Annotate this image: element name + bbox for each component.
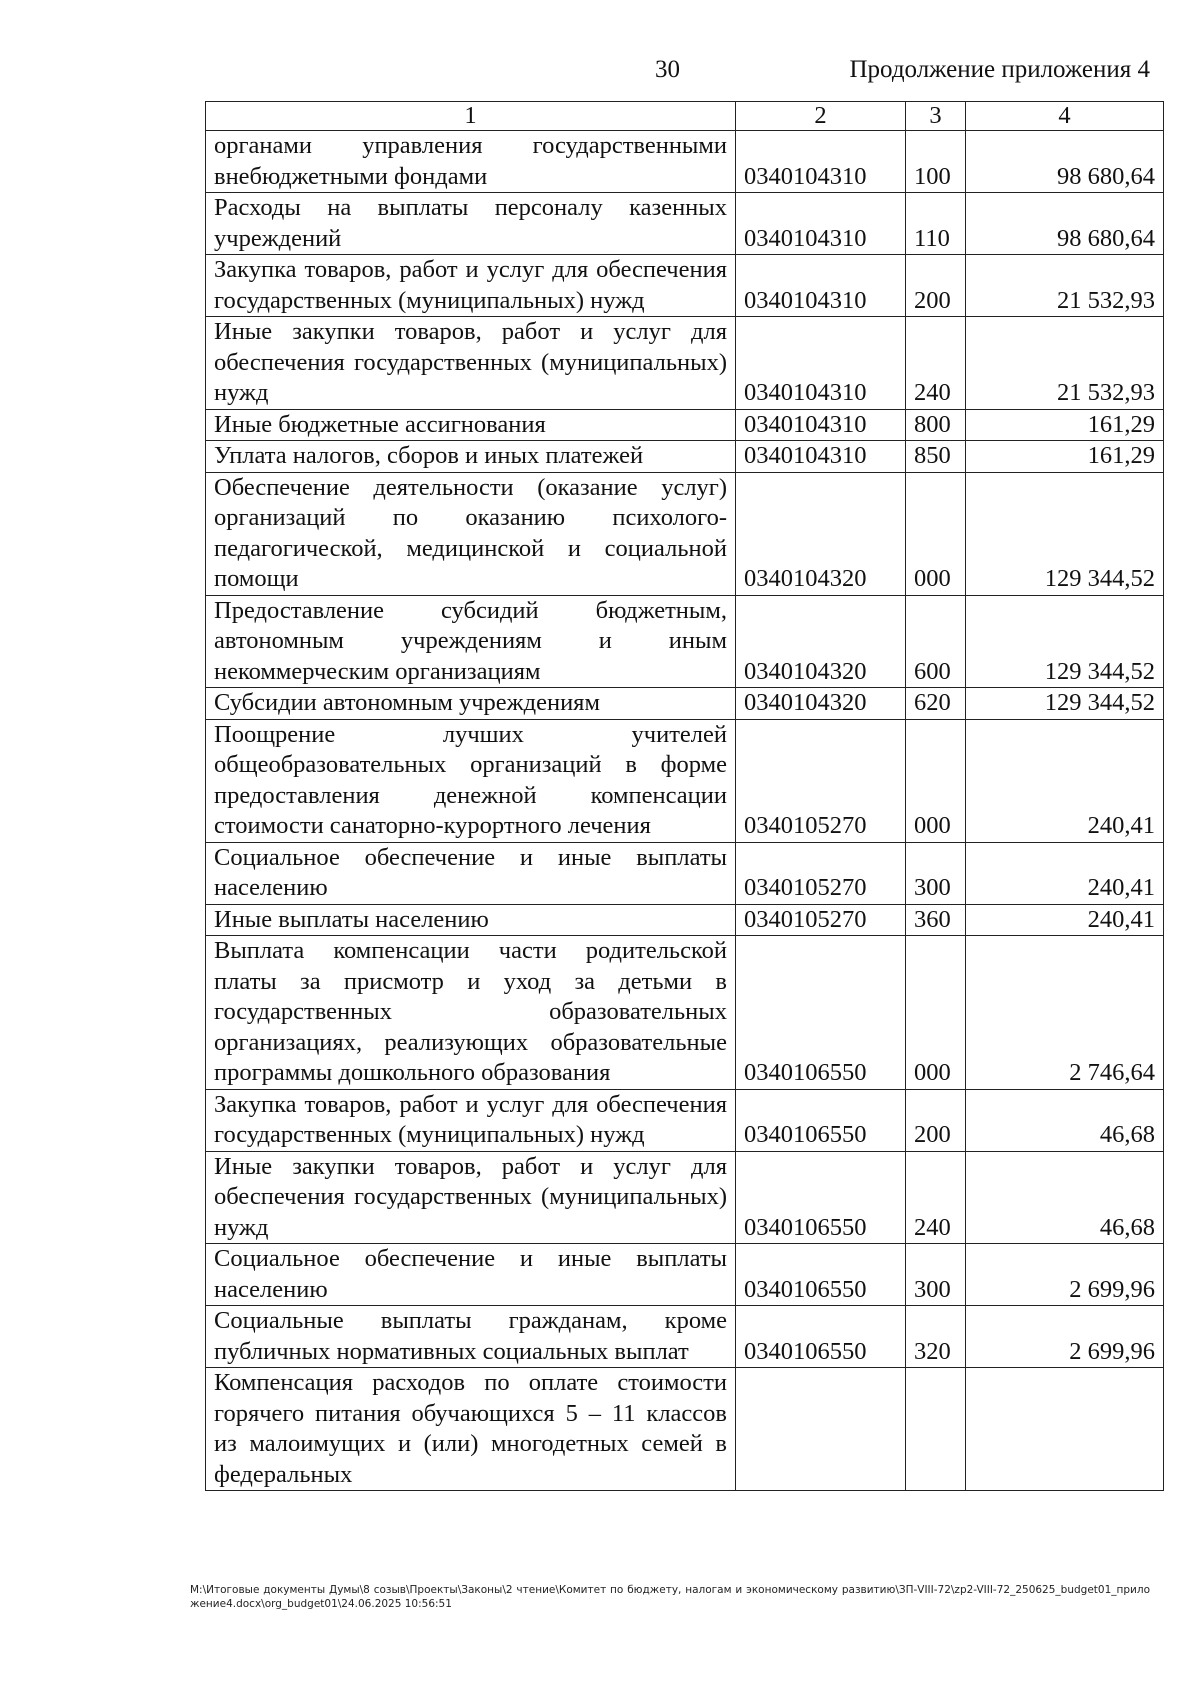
row-type-cell: 110 xyxy=(906,193,966,255)
document-file-path: М:\Итоговые документы Думы\8 созыв\Проекты\Законы\2 чтение\Комитет по бюджету, налогам и экономическому развитию\ЗП-VIII-72\zp2-VIII-72_250625_budget01_приложение4.docx\org_budget01\24.06.2025 10:56:51 xyxy=(190,1584,1150,1610)
row-amount-cell: 240,41 xyxy=(966,842,1164,904)
row-name-cell: Выплата компенсации части родительской платы за присмотр и уход за детьми в государственных образовательных организациях, реализующих образовательные программы дошкольного образования xyxy=(206,936,736,1090)
row-code-cell: 0340104310 xyxy=(736,193,906,255)
column-header: 2 xyxy=(736,102,906,131)
row-type-cell: 240 xyxy=(906,1151,966,1244)
row-name-cell: Социальное обеспечение и иные выплаты населению xyxy=(206,1244,736,1306)
row-code-cell: 0340105270 xyxy=(736,842,906,904)
table-row xyxy=(206,904,1164,936)
table-row xyxy=(206,1089,1164,1151)
table-header-row xyxy=(206,102,1164,131)
row-amount-cell: 129 344,52 xyxy=(966,688,1164,720)
row-amount-cell: 161,29 xyxy=(966,441,1164,473)
row-name-cell: Иные закупки товаров, работ и услуг для обеспечения государственных (муниципальных) нужд xyxy=(206,1151,736,1244)
row-name-cell: Предоставление субсидий бюджетным, автономным учреждениям и иным некоммерческим организациям xyxy=(206,595,736,688)
row-type-cell: 200 xyxy=(906,255,966,317)
row-code-cell: 0340105270 xyxy=(736,904,906,936)
row-code-cell: 0340105270 xyxy=(736,719,906,842)
row-amount-cell: 46,68 xyxy=(966,1089,1164,1151)
row-amount-cell: 46,68 xyxy=(966,1151,1164,1244)
row-amount-cell: 161,29 xyxy=(966,409,1164,441)
row-name-cell: Иные выплаты населению xyxy=(206,904,736,936)
row-amount-cell: 2 699,96 xyxy=(966,1244,1164,1306)
table-body xyxy=(206,131,1164,1491)
table-row xyxy=(206,441,1164,473)
row-code-cell: 0340104310 xyxy=(736,131,906,193)
row-type-cell: 300 xyxy=(906,842,966,904)
row-amount-cell: 129 344,52 xyxy=(966,472,1164,595)
row-name-cell: Иные бюджетные ассигнования xyxy=(206,409,736,441)
row-type-cell: 800 xyxy=(906,409,966,441)
row-type-cell: 320 xyxy=(906,1306,966,1368)
row-name-cell: Закупка товаров, работ и услуг для обеспечения государственных (муниципальных) нужд xyxy=(206,1089,736,1151)
row-code-cell: 0340106550 xyxy=(736,1306,906,1368)
row-amount-cell: 21 532,93 xyxy=(966,317,1164,410)
row-code-cell xyxy=(736,1368,906,1491)
row-type-cell: 240 xyxy=(906,317,966,410)
column-header: 3 xyxy=(906,102,966,131)
row-name-cell: Уплата налогов, сборов и иных платежей xyxy=(206,441,736,473)
row-code-cell: 0340104320 xyxy=(736,472,906,595)
row-type-cell: 620 xyxy=(906,688,966,720)
row-code-cell: 0340104320 xyxy=(736,595,906,688)
row-name-cell: Обеспечение деятельности (оказание услуг) организаций по оказанию психолого-педагогической, медицинской и социальной помощи xyxy=(206,472,736,595)
row-type-cell: 000 xyxy=(906,472,966,595)
budget-table xyxy=(205,101,1164,1491)
row-amount-cell: 2 699,96 xyxy=(966,1306,1164,1368)
table-row xyxy=(206,255,1164,317)
table-row xyxy=(206,719,1164,842)
table-row xyxy=(206,936,1164,1090)
page-number: 30 xyxy=(655,56,680,83)
table-row xyxy=(206,688,1164,720)
row-code-cell: 0340106550 xyxy=(736,1089,906,1151)
row-name-cell: Поощрение лучших учителей общеобразовательных организаций в форме предоставления денежной компенсации стоимости санаторно-курортного лечения xyxy=(206,719,736,842)
row-name-cell: Закупка товаров, работ и услуг для обеспечения государственных (муниципальных) нужд xyxy=(206,255,736,317)
row-type-cell: 600 xyxy=(906,595,966,688)
table-row xyxy=(206,1368,1164,1491)
row-name-cell: Иные закупки товаров, работ и услуг для обеспечения государственных (муниципальных) нужд xyxy=(206,317,736,410)
row-code-cell: 0340104320 xyxy=(736,688,906,720)
row-code-cell: 0340104310 xyxy=(736,441,906,473)
row-code-cell: 0340104310 xyxy=(736,255,906,317)
table-row xyxy=(206,1306,1164,1368)
table-row xyxy=(206,595,1164,688)
row-type-cell: 850 xyxy=(906,441,966,473)
page-header-title: Продолжение приложения 4 xyxy=(849,56,1150,83)
row-name-cell: Социальное обеспечение и иные выплаты населению xyxy=(206,842,736,904)
row-type-cell xyxy=(906,1368,966,1491)
row-code-cell: 0340106550 xyxy=(736,1151,906,1244)
row-amount-cell: 240,41 xyxy=(966,904,1164,936)
table-row xyxy=(206,317,1164,410)
row-code-cell: 0340104310 xyxy=(736,317,906,410)
table-row xyxy=(206,131,1164,193)
row-amount-cell: 21 532,93 xyxy=(966,255,1164,317)
table-row xyxy=(206,472,1164,595)
row-type-cell: 200 xyxy=(906,1089,966,1151)
row-code-cell: 0340106550 xyxy=(736,1244,906,1306)
column-header: 4 xyxy=(966,102,1164,131)
row-name-cell: Расходы на выплаты персоналу казенных учреждений xyxy=(206,193,736,255)
row-amount-cell: 98 680,64 xyxy=(966,193,1164,255)
row-amount-cell: 2 746,64 xyxy=(966,936,1164,1090)
row-type-cell: 360 xyxy=(906,904,966,936)
row-name-cell: Субсидии автономным учреждениям xyxy=(206,688,736,720)
table-row xyxy=(206,1244,1164,1306)
row-code-cell: 0340104310 xyxy=(736,409,906,441)
column-header: 1 xyxy=(206,102,736,131)
row-type-cell: 000 xyxy=(906,719,966,842)
row-name-cell: органами управления государственными внебюджетными фондами xyxy=(206,131,736,193)
table-row xyxy=(206,409,1164,441)
table-row xyxy=(206,1151,1164,1244)
row-amount-cell: 240,41 xyxy=(966,719,1164,842)
row-amount-cell: 98 680,64 xyxy=(966,131,1164,193)
table-row xyxy=(206,193,1164,255)
row-name-cell: Компенсация расходов по оплате стоимости горячего питания обучающихся 5 – 11 классов из малоимущих и (или) многодетных семей в федеральных xyxy=(206,1368,736,1491)
row-name-cell: Социальные выплаты гражданам, кроме публичных нормативных социальных выплат xyxy=(206,1306,736,1368)
row-amount-cell: 129 344,52 xyxy=(966,595,1164,688)
row-type-cell: 300 xyxy=(906,1244,966,1306)
row-type-cell: 000 xyxy=(906,936,966,1090)
row-amount-cell xyxy=(966,1368,1164,1491)
table-row xyxy=(206,842,1164,904)
row-type-cell: 100 xyxy=(906,131,966,193)
row-code-cell: 0340106550 xyxy=(736,936,906,1090)
